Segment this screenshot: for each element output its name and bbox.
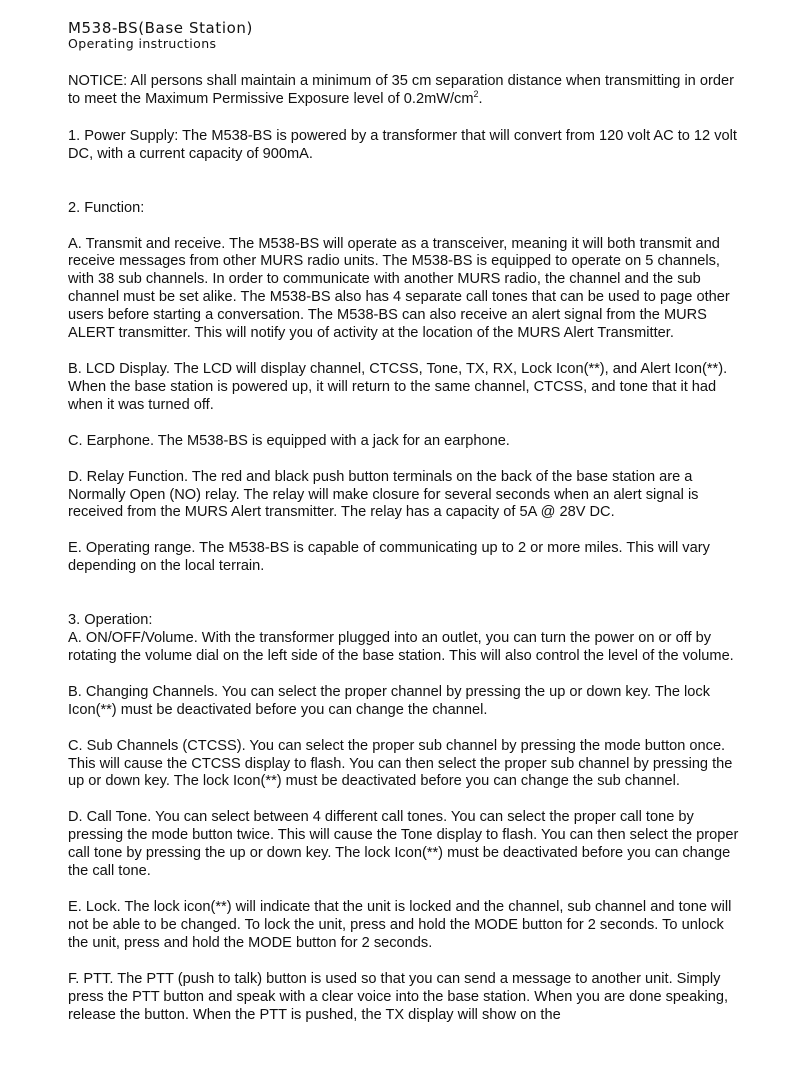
- function-item-a: A. Transmit and receive. The M538-BS will operate as a transceiver, meaning it will both transmit and receive messages from other MURS radio units. The M538-BS is equipped to operate on 5 channels, with 38 sub channels. In order to communicate with another MURS radio, the channel and the sub channel must be set alike. The M538-BS also has 4 separate call tones that can be used to page other users before starting a conversation. The M538-BS can also receive an alert signal from the MURS ALERT transmitter. This will notify you of activity at the location of the MURS Alert Transmitter.: [68, 235, 730, 342]
- function-heading: 2. Function:: [68, 199, 145, 216]
- function-item-e: E. Operating range. The M538-BS is capable of communicating up to 2 or more miles. This will vary depending on the local terrain.: [68, 540, 710, 575]
- operation-heading: 3. Operation:: [68, 612, 153, 629]
- operation-item-c: C. Sub Channels (CTCSS). You can select the proper sub channel by pressing the mode button once. This will cause the CTCSS display to flash. You can then select the proper sub channel by pressing the up or down key. The lock Icon(**) must be deactivated before you can change the sub channel.: [68, 737, 733, 790]
- notice-superscript: 2: [473, 88, 479, 99]
- notice-suffix: .: [478, 90, 483, 107]
- document-header: [68, 20, 748, 51]
- document-title: M538-BS(Base Station): [68, 19, 253, 37]
- power-supply-paragraph: 1. Power Supply: The M538-BS is powered by a transformer that will convert from 120 volt AC to 12 volt DC, with a current capacity of 900mA.: [68, 127, 737, 162]
- document-subtitle: Operating instructions: [68, 36, 217, 51]
- document-page: [68, 20, 748, 1024]
- operation-item-f: F. PTT. The PTT (push to talk) button is used so that you can send a message to another unit. Simply press the PTT button and speak with a clear voice into the base station. When you are done speaking, release the button. When the PTT is pushed, the TX display will show on the: [68, 970, 729, 1023]
- operation-item-a: A. ON/OFF/Volume. With the transformer plugged into an outlet, you can turn the power on or off by rotating the volume dial on the left side of the base station. This will also control the level of the volume.: [68, 630, 734, 664]
- operation-item-b: B. Changing Channels. You can select the proper channel by pressing the up or down key. The lock Icon(**) must be deactivated before you can change the channel.: [68, 683, 710, 718]
- operation-item-e: E. Lock. The lock icon(**) will indicate that the unit is locked and the channel, sub channel and tone will not be able to be changed. To lock the unit, press and hold the MODE button for 2 seconds. To unlock the unit, press and hold the MODE button for 2 seconds.: [68, 899, 732, 951]
- function-item-d: D. Relay Function. The red and black push button terminals on the back of the base station are a Normally Open (NO) relay. The relay will make closure for several seconds when an alert signal is received from the MURS Alert transmitter. The relay has a capacity of 5A @ 28V DC.: [68, 468, 699, 521]
- notice-paragraph: [68, 73, 748, 109]
- notice-text: NOTICE: All persons shall maintain a minimum of 35 cm separation distance when transmitting in order to meet the Maximum Permissive Exposure level of 0.2mW/cm: [68, 73, 734, 107]
- document-body: [68, 73, 748, 1024]
- operation-item-d: D. Call Tone. You can select between 4 different call tones. You can select the proper call tone by pressing the mode button twice. This will cause the Tone display to flash. You can then select the proper call tone by pressing the up or down key. The lock Icon(**) must be deactivated before you can change the call tone.: [68, 809, 739, 880]
- function-item-b: B. LCD Display. The LCD will display channel, CTCSS, Tone, TX, RX, Lock Icon(**), and Alert Icon(**). When the base station is powered up, it will return to the same channel, CTCSS, and tone that it had when it was turned off.: [68, 360, 728, 413]
- function-item-c: C. Earphone. The M538-BS is equipped with a jack for an earphone.: [68, 432, 510, 449]
